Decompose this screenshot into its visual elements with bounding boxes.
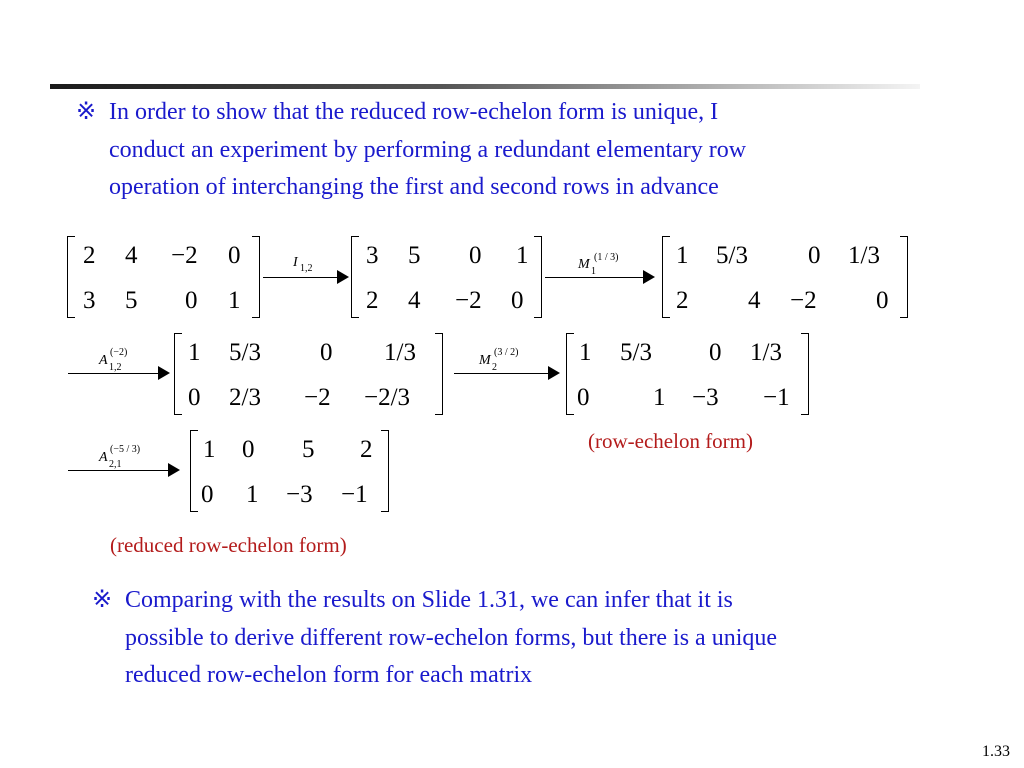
caption-row-echelon: (row-echelon form): [588, 429, 754, 453]
matrix-cell: 0: [511, 287, 524, 314]
op-subscript: 1,2: [109, 362, 122, 373]
matrix-cell: 0: [185, 287, 198, 314]
matrix-cell: 1/3: [750, 339, 782, 366]
left-bracket: [351, 236, 359, 318]
matrix-cell: 2: [676, 287, 689, 314]
conclusion-line-3: reduced row-echelon form for each matrix: [125, 662, 533, 688]
left-bracket: [190, 430, 198, 512]
left-bracket: [67, 236, 75, 318]
matrix-cell: 5: [408, 242, 421, 269]
op-subscript: 2,1: [109, 459, 122, 470]
arrow-head-icon: [548, 366, 560, 380]
matrix-cell: 2: [360, 436, 373, 463]
arrow-head-icon: [168, 463, 180, 477]
op-subscript: 1: [591, 266, 596, 277]
op-label: A: [99, 450, 108, 465]
matrix-cell: 5: [125, 287, 138, 314]
intro-line-1: ※ In order to show that the reduced row-echelon form is unique, I: [76, 94, 746, 132]
matrix-cell: −2: [304, 384, 331, 411]
matrix-cell: 0: [709, 339, 722, 366]
op-arrow-add-row1-to-row2: [68, 347, 172, 374]
matrix-cell: −1: [763, 384, 790, 411]
matrix-cell: 3: [366, 242, 379, 269]
matrix-cell: 1: [246, 481, 259, 508]
slide-number: 1.33: [982, 743, 1010, 760]
op-subscript: 1,2: [300, 263, 313, 274]
matrix-cell: 1/3: [384, 339, 416, 366]
arrow-head-icon: [158, 366, 170, 380]
left-bracket: [174, 333, 182, 415]
matrix-cell: 4: [125, 242, 138, 269]
right-bracket: [381, 430, 389, 512]
matrix-cell: 2: [83, 242, 96, 269]
matrix-cell: 1: [653, 384, 666, 411]
matrix-reduced-row-echelon: [190, 430, 389, 512]
matrix-cell: −2: [171, 242, 198, 269]
matrix-cell: 4: [748, 287, 761, 314]
left-bracket: [566, 333, 574, 415]
matrix-cell: 0: [320, 339, 333, 366]
op-arrow-multiply-row1: [545, 252, 655, 278]
matrix-cell: 1: [676, 242, 689, 269]
matrix-cell: −2/3: [364, 384, 411, 411]
header-rule: [50, 84, 920, 89]
matrix-cell: −2: [790, 287, 817, 314]
arrow-head-icon: [337, 270, 349, 284]
intro-line-3: operation of interchanging the first and second rows in advance: [109, 174, 719, 200]
conclusion-paragraph: [92, 582, 777, 695]
matrix-cell: 4: [408, 287, 421, 314]
op-label: M: [578, 257, 590, 272]
arrow-shaft: [68, 373, 164, 375]
op-arrow-add-row2-to-row1: [68, 444, 182, 471]
reference-mark-icon: ※: [92, 587, 113, 613]
arrow-shaft: [263, 277, 341, 279]
op-arrow-multiply-row2: [454, 347, 562, 374]
matrix-cell: 0: [242, 436, 255, 463]
matrix-cell: −1: [341, 481, 368, 508]
right-bracket: [435, 333, 443, 415]
matrix-row2-eliminated: [174, 333, 443, 415]
right-bracket: [534, 236, 542, 318]
arrow-shaft: [545, 277, 649, 279]
matrix-cell: 2/3: [229, 384, 261, 411]
arrow-shaft: [68, 470, 174, 472]
op-subscript: 2: [492, 362, 497, 373]
matrix-cell: 5/3: [620, 339, 652, 366]
matrix-cell: 5: [302, 436, 315, 463]
matrix-cell: 1: [203, 436, 216, 463]
caption-reduced-row-echelon: (reduced row-echelon form): [110, 533, 347, 557]
matrix-cell: 1: [188, 339, 201, 366]
arrow-head-icon: [643, 270, 655, 284]
matrix-cell: 0: [188, 384, 201, 411]
matrix-cell: −2: [455, 287, 482, 314]
matrix-cell: 3: [83, 287, 96, 314]
intro-paragraph: [76, 94, 746, 207]
right-bracket: [801, 333, 809, 415]
matrix-cell: −3: [286, 481, 313, 508]
matrix-cell: 5/3: [716, 242, 748, 269]
matrix-cell: 0: [201, 481, 214, 508]
op-superscript: (−5 / 3): [110, 444, 141, 455]
intro-line-2: conduct an experiment by performing a redundant elementary row: [109, 136, 747, 163]
matrix-cell: 0: [228, 242, 241, 269]
right-bracket: [252, 236, 260, 318]
arrow-shaft: [454, 373, 554, 375]
op-label: M: [479, 353, 491, 368]
op-superscript: (1 / 3): [594, 252, 619, 263]
matrix-cell: 1: [228, 287, 241, 314]
matrix-row-echelon: [566, 333, 809, 415]
matrix-cell: 1: [579, 339, 592, 366]
matrix-row1-scaled: [662, 236, 908, 318]
matrix-cell: 0: [577, 384, 590, 411]
matrix-cell: 0: [469, 242, 482, 269]
left-bracket: [662, 236, 670, 318]
op-superscript: (−2): [110, 347, 128, 358]
matrix-cell: 0: [808, 242, 821, 269]
matrix-cell: 2: [366, 287, 379, 314]
op-superscript: (3 / 2): [494, 347, 519, 358]
matrix-cell: 0: [876, 287, 889, 314]
matrix-cell: 1: [516, 242, 529, 269]
conclusion-line-1: ※ Comparing with the results on Slide 1.31, we can infer that it is: [92, 582, 777, 620]
op-arrow-interchange: [263, 256, 351, 278]
conclusion-line-2: possible to derive different row-echelon forms, but there is a unique: [125, 624, 778, 651]
matrix-interchanged: [351, 236, 542, 318]
right-bracket: [900, 236, 908, 318]
op-label: I: [293, 255, 298, 270]
matrix-original: [67, 236, 260, 318]
matrix-cell: 1/3: [848, 242, 880, 269]
matrix-cell: −3: [692, 384, 719, 411]
matrix-cell: 5/3: [229, 339, 261, 366]
op-label: A: [99, 353, 108, 368]
reference-mark-icon: ※: [76, 99, 97, 125]
